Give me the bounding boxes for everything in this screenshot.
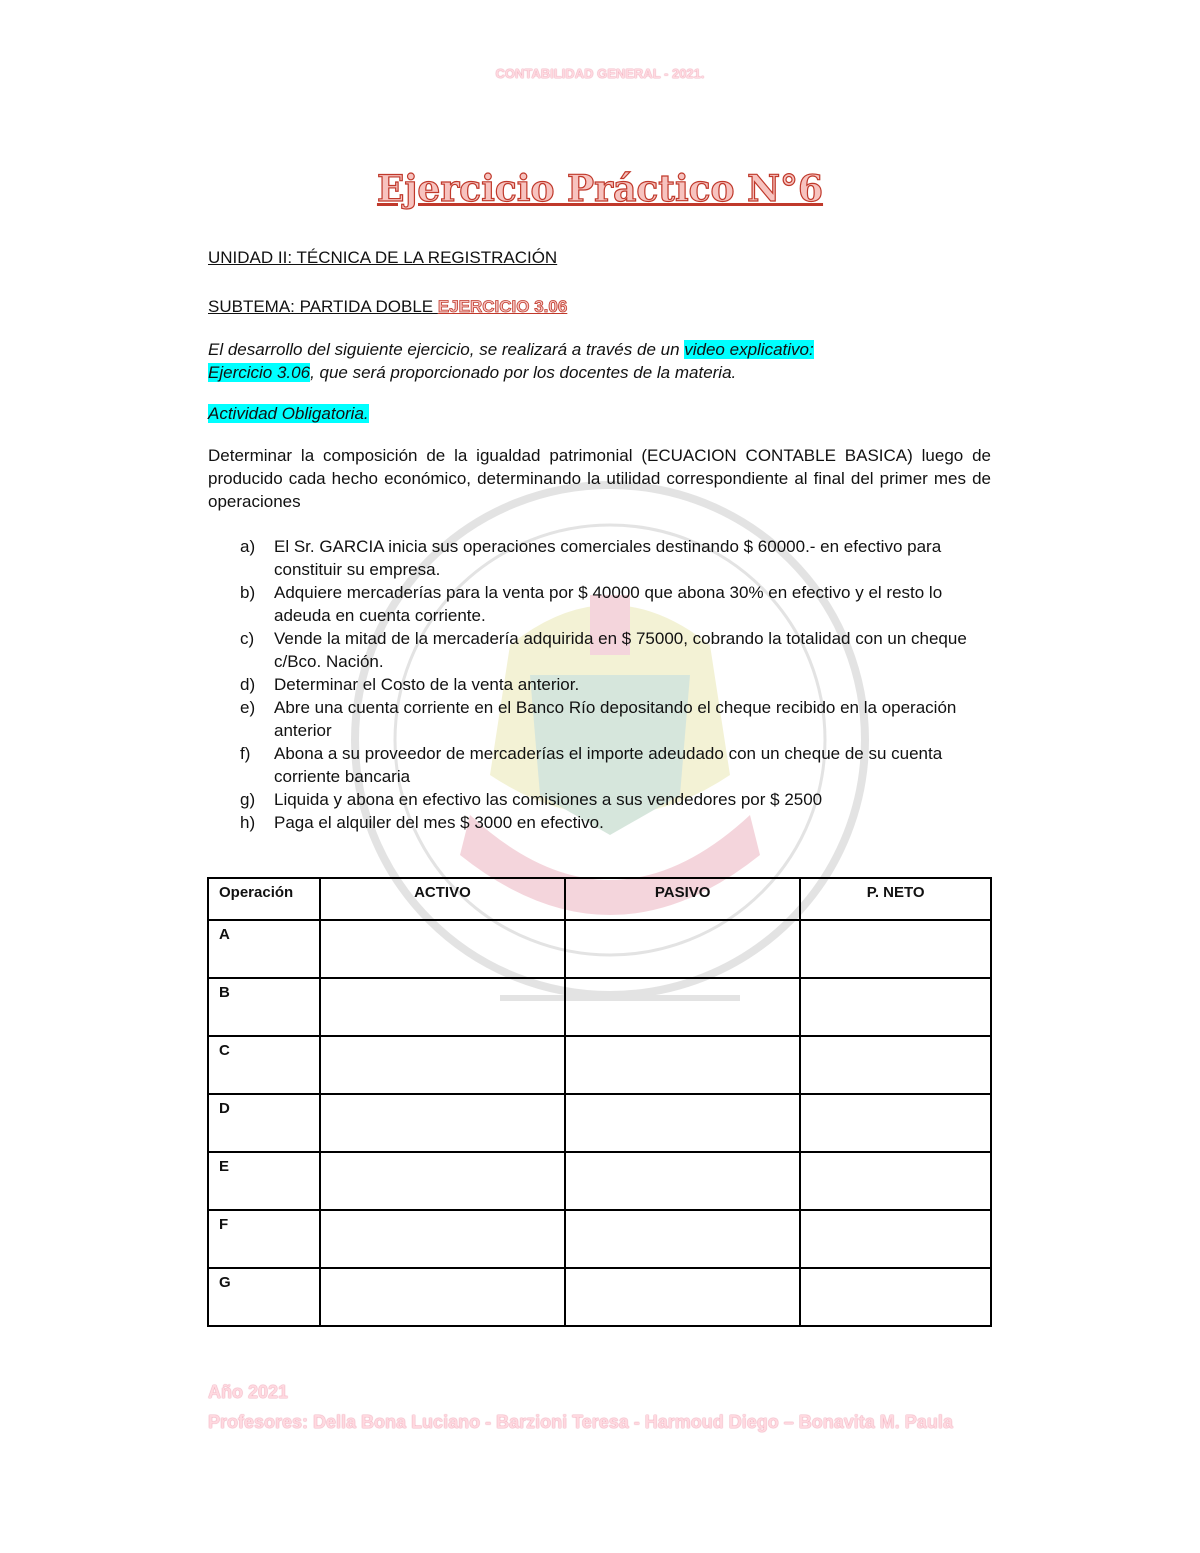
- row-label: B: [208, 978, 320, 1036]
- unidad-heading: UNIDAD II: TÉCNICA DE LA REGISTRACIÓN: [208, 248, 558, 267]
- column-header-pasivo: PASIVO: [565, 878, 800, 920]
- pasivo-cell[interactable]: [565, 920, 800, 978]
- list-marker: c): [240, 629, 255, 648]
- activo-cell[interactable]: [320, 1152, 565, 1210]
- list-item-text: Vende la mitad de la mercadería adquirida en $ 75000, cobrando la totalidad con un cheque c/Bco. Nación.: [274, 629, 967, 671]
- actividad-label: [208, 402, 991, 425]
- activo-cell[interactable]: [320, 920, 565, 978]
- pasivo-cell[interactable]: [565, 1268, 800, 1326]
- operations-list: [240, 535, 991, 834]
- list-marker: a): [240, 537, 256, 556]
- list-marker: e): [240, 698, 256, 717]
- actividad-highlight: Actividad Obligatoria.: [208, 404, 369, 423]
- list-item-text: Liquida y abona en efectivo las comisiones a sus vendedores por $ 2500: [274, 790, 823, 809]
- running-header: CONTABILIDAD GENERAL - 2021.: [495, 66, 705, 81]
- p-neto-cell[interactable]: [800, 1152, 991, 1210]
- list-item-text: Adquiere mercaderías para la venta por $ 40000 que abona 30% en efectivo y el resto lo adeuda en cuenta corriente.: [274, 583, 943, 625]
- list-item-text: Abre una cuenta corriente en el Banco Río depositando el cheque recibido en la operación anterior: [274, 698, 957, 740]
- table-row: [208, 1268, 991, 1326]
- list-item-text: Paga el alquiler del mes $ 3000 en efectivo.: [274, 813, 604, 832]
- table-row: [208, 1094, 991, 1152]
- subtema-heading: [208, 297, 567, 317]
- list-marker: d): [240, 675, 256, 694]
- list-item: [240, 811, 991, 834]
- list-marker: b): [240, 583, 256, 602]
- table-row: [208, 978, 991, 1036]
- p-neto-cell[interactable]: [800, 1036, 991, 1094]
- activo-cell[interactable]: [320, 1036, 565, 1094]
- column-header-p-neto: P. NETO: [800, 878, 991, 920]
- activo-cell[interactable]: [320, 1268, 565, 1326]
- list-item: [240, 788, 991, 811]
- p-neto-cell[interactable]: [800, 920, 991, 978]
- footer-year: Año 2021: [208, 1382, 289, 1402]
- list-marker: h): [240, 813, 256, 832]
- list-item: [240, 535, 991, 581]
- row-label: A: [208, 920, 320, 978]
- activo-cell[interactable]: [320, 978, 565, 1036]
- table-row: [208, 1036, 991, 1094]
- row-label: G: [208, 1268, 320, 1326]
- table-row: [208, 920, 991, 978]
- table-header-row: [208, 878, 991, 920]
- list-item-text: Abona a su proveedor de mercaderías el importe adeudado con un cheque de su cuenta corriente bancaria: [274, 744, 943, 786]
- p-neto-cell[interactable]: [800, 978, 991, 1036]
- consigna-paragraph: Determinar la composición de la igualdad patrimonial (ECUACION CONTABLE BASICA) luego de producido cada hecho económico, determinando la utilidad correspondiente al final del primer mes de operaciones: [208, 446, 991, 511]
- row-label: D: [208, 1094, 320, 1152]
- row-label: F: [208, 1210, 320, 1268]
- pasivo-cell[interactable]: [565, 1036, 800, 1094]
- equation-table: [207, 877, 992, 1327]
- footer-professors: Profesores: Della Bona Luciano - Barzioni Teresa - Harmoud Diego – Bonavita M. Paula: [208, 1412, 953, 1432]
- column-header-operacion: Operación: [208, 878, 320, 920]
- table-row: [208, 1210, 991, 1268]
- page-title: Ejercicio Práctico N°6: [376, 168, 824, 210]
- list-item-text: Determinar el Costo de la venta anterior.: [274, 675, 580, 694]
- list-item: [240, 696, 991, 742]
- intro-text-1: El desarrollo del siguiente ejercicio, se realizará a través de un: [208, 340, 685, 359]
- intro-text-2: , que será proporcionado por los docentes de la materia.: [310, 363, 737, 382]
- p-neto-cell[interactable]: [800, 1210, 991, 1268]
- video-link-highlight: video explicativo:: [684, 340, 814, 359]
- list-item: [240, 742, 991, 788]
- pasivo-cell[interactable]: [565, 978, 800, 1036]
- subtema-label: SUBTEMA: PARTIDA DOBLE: [208, 297, 438, 316]
- intro-paragraph: [208, 338, 991, 384]
- row-label: C: [208, 1036, 320, 1094]
- list-item: [240, 673, 991, 696]
- list-marker: g): [240, 790, 256, 809]
- pasivo-cell[interactable]: [565, 1152, 800, 1210]
- p-neto-cell[interactable]: [800, 1094, 991, 1152]
- p-neto-cell[interactable]: [800, 1268, 991, 1326]
- activo-cell[interactable]: [320, 1210, 565, 1268]
- list-item: [240, 627, 991, 673]
- pasivo-cell[interactable]: [565, 1094, 800, 1152]
- list-item-text: El Sr. GARCIA inicia sus operaciones comerciales destinando $ 60000.- en efectivo para constituir su empresa.: [274, 537, 942, 579]
- table-row: [208, 1152, 991, 1210]
- row-label: E: [208, 1152, 320, 1210]
- pasivo-cell[interactable]: [565, 1210, 800, 1268]
- ejercicio-number: EJERCICIO 3.06: [437, 297, 568, 316]
- column-header-activo: ACTIVO: [320, 878, 565, 920]
- list-item: [240, 581, 991, 627]
- list-marker: f): [240, 744, 251, 763]
- activo-cell[interactable]: [320, 1094, 565, 1152]
- ejercicio-link-highlight: Ejercicio 3.06: [208, 363, 311, 382]
